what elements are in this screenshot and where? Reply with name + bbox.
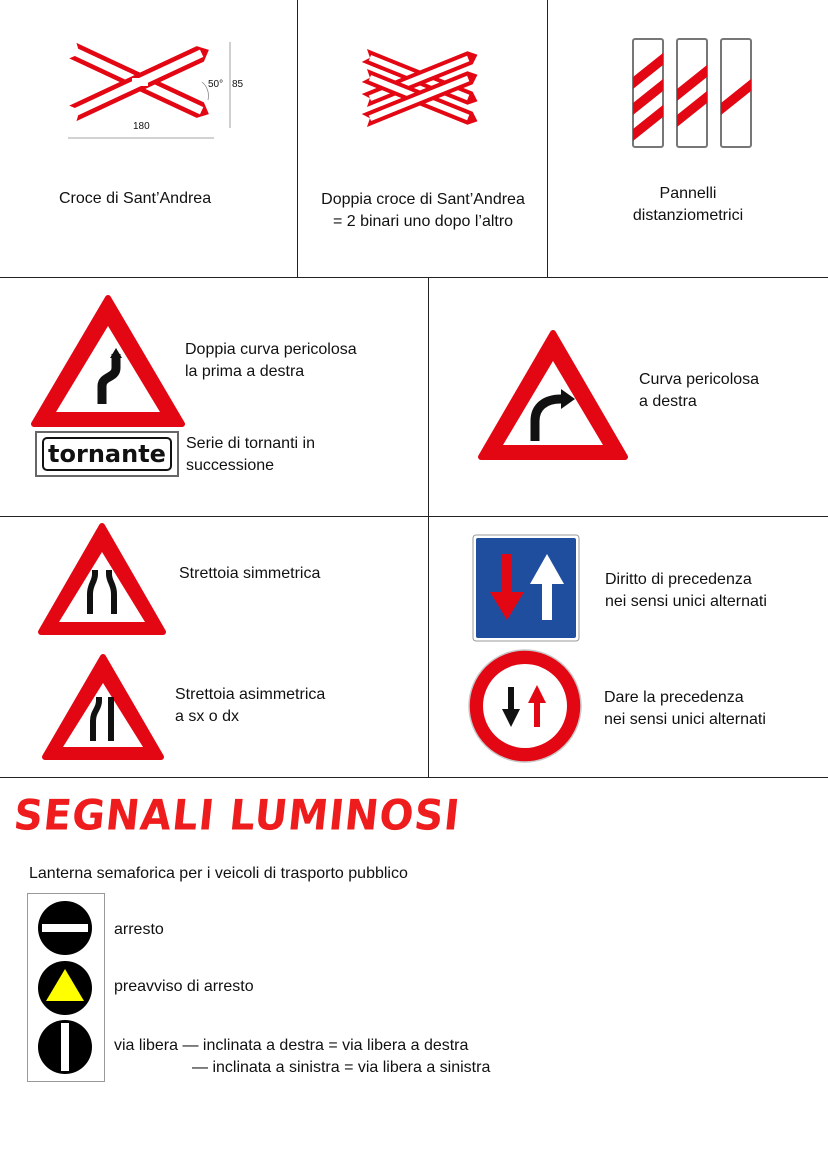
light-label-preavviso: preavviso di arresto	[114, 978, 254, 995]
caption-strettoia-asimmetrica-1: Strettoia asimmetrica	[175, 686, 326, 703]
st-andrew-cross-icon	[62, 38, 242, 148]
caption-dare-precedenza-2: nei sensi unici alternati	[604, 711, 766, 728]
light-label-arresto: arresto	[114, 921, 164, 938]
warning-triangle-light-icon	[36, 959, 94, 1017]
caption-pannelli-1: Pannelli	[659, 185, 717, 202]
caption-doppia-curva-1: Doppia curva pericolosa	[185, 341, 357, 358]
caption-doppia-croce-2: = 2 binari uno dopo l’altro	[332, 213, 514, 230]
caption-tornanti-1: Serie di tornanti in	[186, 435, 315, 452]
asymmetric-narrowing-sign-icon	[41, 653, 165, 763]
caption-diritto-precedenza-1: Diritto di precedenza	[605, 571, 752, 588]
right-of-way-sign-icon	[472, 534, 580, 642]
tornante-panel-text: tornante	[48, 440, 166, 468]
divider-h3	[0, 777, 828, 778]
divider-v2	[547, 0, 548, 277]
double-st-andrew-cross-icon	[357, 36, 487, 146]
bus-traffic-light-panel	[27, 893, 105, 1082]
dim-height-label: 85	[232, 79, 244, 90]
dim-width-label: 180	[133, 121, 150, 132]
caption-strettoia-simmetrica: Strettoia simmetrica	[179, 565, 321, 582]
divider-v1	[297, 0, 298, 277]
light-label-via-libera-1: via libera — inclinata a destra = via libera a destra	[114, 1037, 469, 1054]
go-bar-light-icon	[36, 1018, 94, 1076]
caption-croce: Croce di Sant’Andrea	[59, 190, 212, 207]
dim-angle-label: 50°	[208, 79, 224, 90]
caption-diritto-precedenza-2: nei sensi unici alternati	[605, 593, 767, 610]
give-way-oncoming-sign-icon	[466, 647, 584, 765]
double-curve-sign-icon	[30, 294, 186, 430]
distance-panels-icon	[631, 37, 755, 151]
caption-pannelli-2: distanziometrici	[632, 207, 744, 224]
tornante-panel	[35, 431, 179, 477]
caption-curva-1: Curva pericolosa	[639, 371, 760, 388]
caption-curva-2: a destra	[639, 393, 697, 410]
divider-v3	[428, 277, 429, 777]
light-label-via-libera-2: — inclinata a sinistra = via libera a sinistra	[192, 1059, 491, 1076]
caption-doppia-curva-2: la prima a destra	[185, 363, 305, 380]
caption-dare-precedenza-1: Dare la precedenza	[604, 689, 744, 706]
divider-h1	[0, 277, 828, 278]
section-subtitle: Lanterna semaforica per i veicoli di trasporto pubblico	[29, 865, 408, 882]
section-title-segnali-luminosi: SEGNALI LUMINOSI	[11, 791, 463, 841]
divider-h2	[0, 516, 828, 517]
caption-strettoia-asimmetrica-2: a sx o dx	[175, 708, 240, 725]
caption-tornanti-2: successione	[186, 457, 275, 474]
stop-bar-light-icon	[36, 899, 94, 957]
right-curve-sign-icon	[477, 329, 629, 463]
caption-doppia-croce-1: Doppia croce di Sant’Andrea	[321, 191, 525, 208]
symmetric-narrowing-sign-icon	[37, 522, 167, 638]
